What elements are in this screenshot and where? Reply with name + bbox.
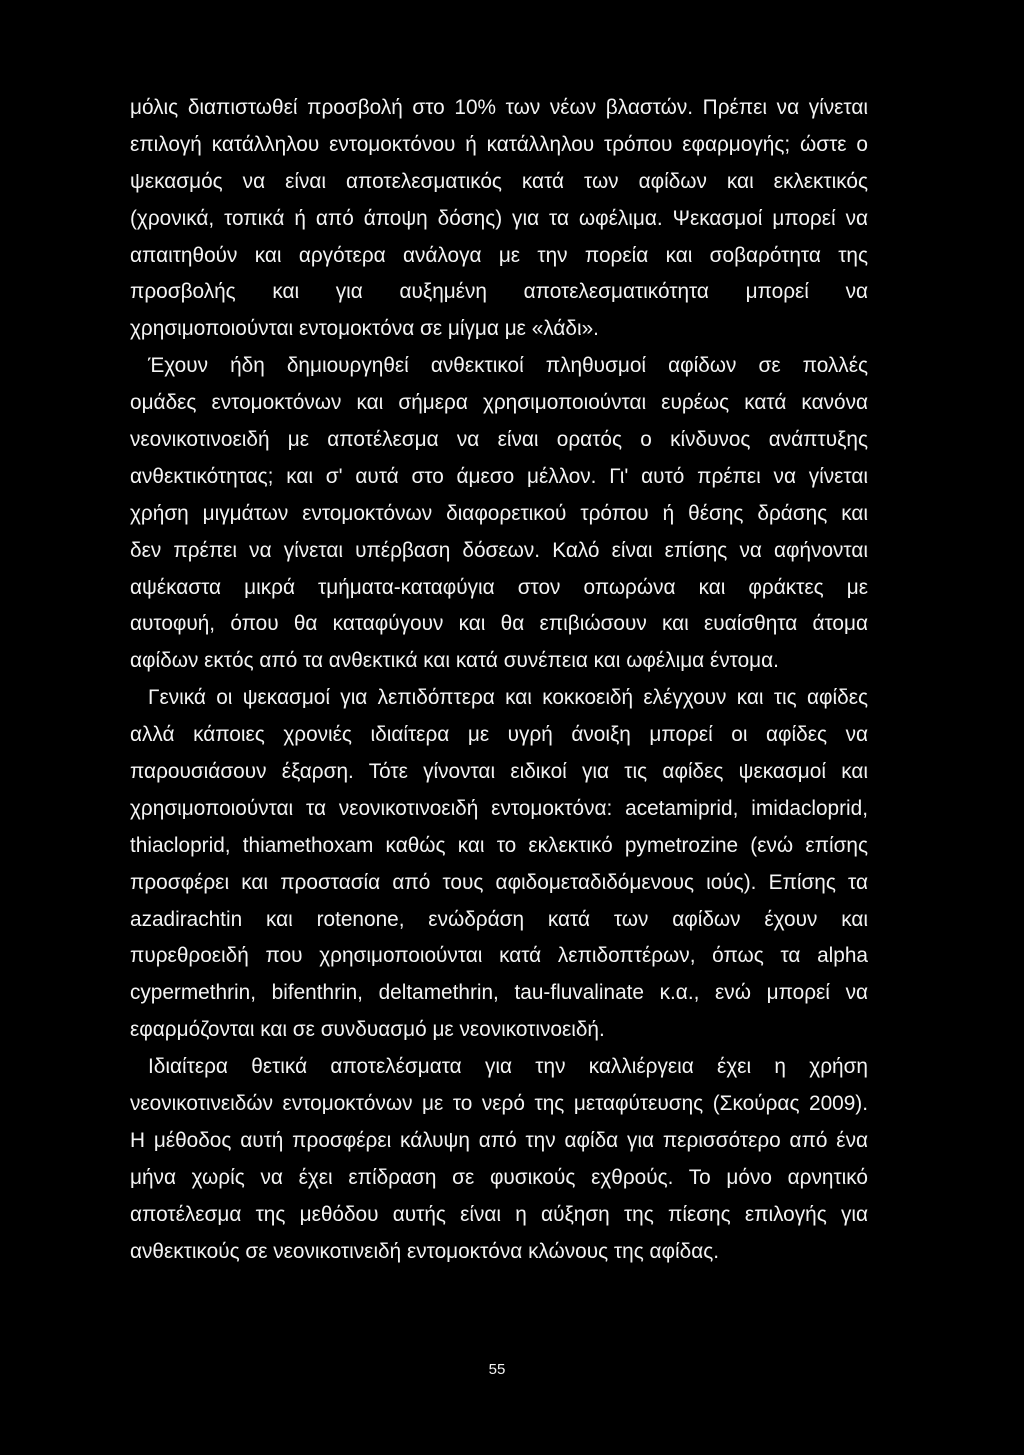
text-line: απαιτηθούν και αργότερα ανάλογα με την πορεία και σοβαρότητα της <box>130 243 868 267</box>
text-line: νεονικοτινειδών εντομοκτόνων με το νερό της μεταφύτευσης (Σκούρας 2009). <box>130 1092 868 1116</box>
text-line: πυρεθροειδή που χρησιμοποιούνται κατά λεπιδοπτέρων, όπως τα alpha <box>130 944 868 968</box>
text-line: χρησιμοποιούνται τα νεονικοτινοειδή εντομοκτόνα: acetamiprid, imidacloprid, <box>130 796 868 820</box>
text-line: ψεκασμός να είναι αποτελεσματικός κατά των αφίδων και εκλεκτικός <box>130 169 868 193</box>
paragraph <box>130 1049 868 1270</box>
text-line: μόλις διαπιστωθεί προσβολή στο 10% των νέων βλαστών. Πρέπει να γίνεται <box>130 96 868 119</box>
text-line: Έχουν ήδη δημιουργηθεί ανθεκτικοί πληθυσμοί αφίδων σε πολλές <box>148 354 868 378</box>
text-line: χρήση μιγμάτων εντομοκτόνων διαφορετικού τρόπου ή θέσης δράσης και <box>130 501 869 525</box>
text-line: αυτοφυή, όπου θα καταφύγουν και θα επιβιώσουν και ευαίσθητα άτομα <box>130 612 868 636</box>
text-line: προσφέρει και προστασία από τους αφιδομεταδιδόμενους ιούς). Επίσης τα <box>130 870 868 894</box>
text-line: αψέκαστα μικρά τμήματα-καταφύγια στον οπωρώνα και φράκτες με <box>130 575 868 599</box>
text-line: ομάδες εντομοκτόνων και σήμερα χρησιμοποιούνται ευρέως κατά κανόνα <box>130 391 868 415</box>
body-text <box>130 90 868 1271</box>
text-line: Γενικά οι ψεκασμοί για λεπιδόπτερα και κοκκοειδή ελέγχουν και τις αφίδες <box>148 686 868 710</box>
text-line: ανθεκτικότητας; και σ' αυτά στο άμεσο μέλλον. Γι' αυτό πρέπει να γίνεται <box>130 464 868 488</box>
text-line: cypermethrin, bifenthrin, deltamethrin, tau-fluvalinate κ.α., ενώ μπορεί να <box>130 981 868 1005</box>
text-line: Η μέθοδος αυτή προσφέρει κάλυψη από την αφίδα για περισσότερο από ένα <box>130 1128 868 1152</box>
paragraph <box>130 348 868 680</box>
text-line: δεν πρέπει να γίνεται υπέρβαση δόσεων. Καλό είναι επίσης να αφήνονται <box>130 538 868 562</box>
text-line: χρησιμοποιούνται εντομοκτόνα σε μίγμα με «λάδι». <box>130 317 599 341</box>
text-line: επιλογή κατάλληλου εντομοκτόνου ή κατάλληλου τρόπου εφαρμογής; ώστε ο <box>130 132 868 156</box>
paragraph <box>130 680 868 1049</box>
paragraph <box>130 90 868 348</box>
text-line: εφαρμόζονται και σε συνδυασμό με νεονικοτινοειδή. <box>130 1018 605 1042</box>
text-line: αλλά κάποιες χρονιές ιδιαίτερα με υγρή άνοιξη μπορεί οι αφίδες να <box>130 723 868 747</box>
text-line: ανθεκτικούς σε νεονικοτινειδή εντομοκτόνα κλώνους της αφίδας. <box>130 1239 720 1263</box>
text-line: νεονικοτινοειδή με αποτέλεσμα να είναι ορατός ο κίνδυνος ανάπτυξης <box>130 428 868 452</box>
text-line: Ιδιαίτερα θετικά αποτελέσματα για την καλλιέργεια έχει η χρήση <box>148 1055 868 1079</box>
text-line: azadirachtin και rotenone, ενώδράση κατά των αφίδων έχουν και <box>130 907 868 931</box>
text-line: προσβολής και για αυξημένη αποτελεσματικότητα μπορεί να <box>130 280 868 304</box>
text-line: αφίδων εκτός από τα ανθεκτικά και κατά συνέπεια και ωφέλιμα έντομα. <box>130 649 779 673</box>
text-line: thiacloprid, thiamethoxam καθώς και το εκλεκτικό pymetrozine (ενώ επίσης <box>130 833 868 857</box>
page-number: 55 <box>488 1361 506 1378</box>
text-line: παρουσιάσουν έξαρση. Τότε γίνονται ειδικοί για τις αφίδες ψεκασμοί και <box>130 760 868 784</box>
text-line: (χρονικά, τοπικά ή από άποψη δόσης) για τα ωφέλιμα. Ψεκασμοί μπορεί να <box>130 206 868 230</box>
text-line: αποτέλεσμα της μεθόδου αυτής είναι η αύξηση της πίεσης επιλογής για <box>130 1202 868 1226</box>
text-line: μήνα χωρίς να έχει επίδραση σε φυσικούς εχθρούς. Το μόνο αρνητικό <box>130 1165 869 1189</box>
